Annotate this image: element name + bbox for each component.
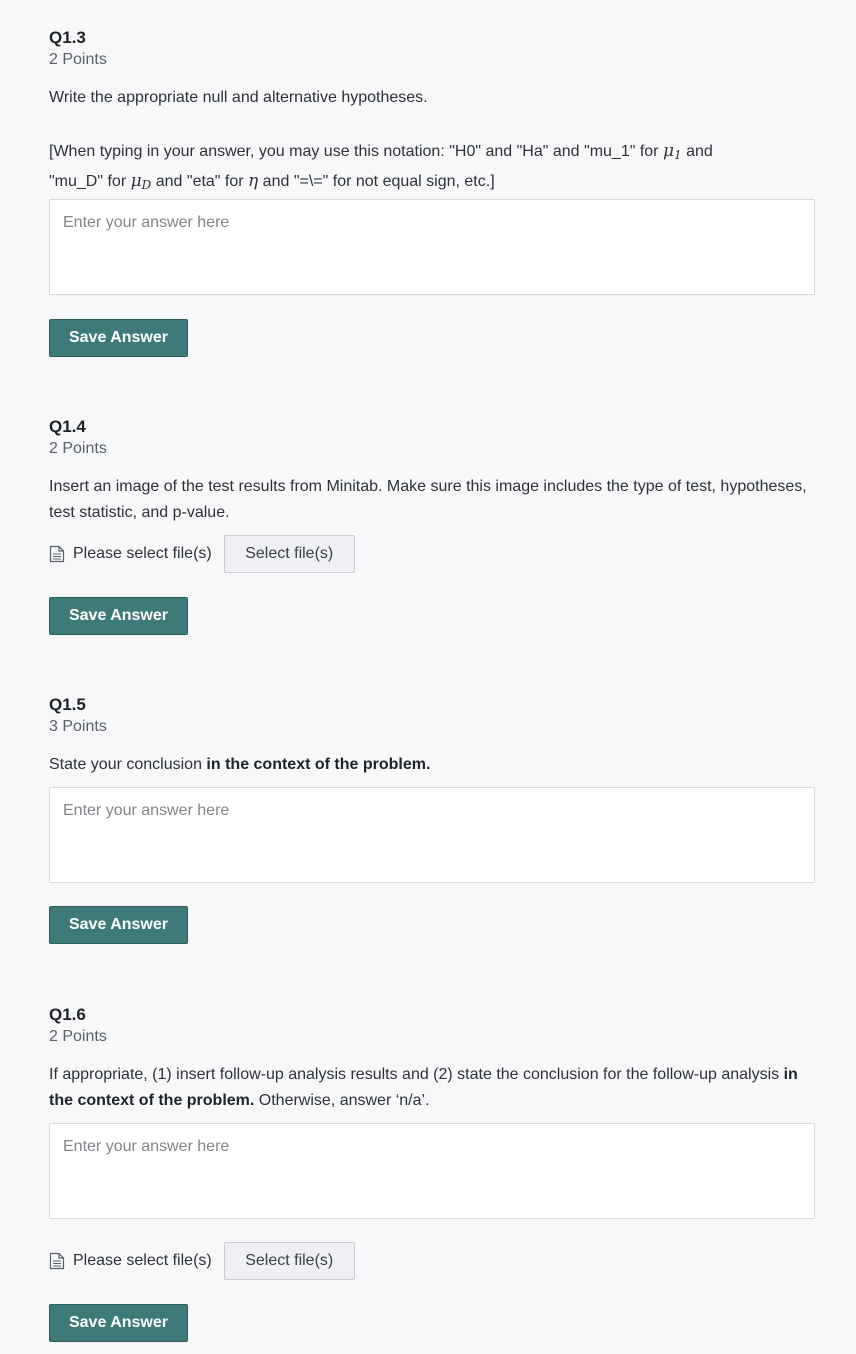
question-q1-3 <box>49 27 815 346</box>
file-upload-row <box>49 1242 355 1280</box>
question-title: Q1.3 <box>49 28 86 47</box>
question-points: 2 Points <box>49 1028 107 1045</box>
question-points: 2 Points <box>49 440 107 457</box>
save-answer-button[interactable]: Save Answer <box>49 319 188 357</box>
question-prompt: Insert an image of the test results from Minitab. Make sure this image includes the type of test, hypotheses, test statistic, and p-value. <box>49 478 807 521</box>
note-text: "mu_D" for <box>49 173 131 190</box>
save-answer-button[interactable]: Save Answer <box>49 597 188 635</box>
question-q1-4 <box>49 416 815 624</box>
mu-1-symbol: $\mu_1$ <box>662 141 682 162</box>
question-points: 3 Points <box>49 718 107 735</box>
select-files-button[interactable]: Select file(s) <box>224 1242 355 1280</box>
question-prompt <box>49 1062 815 1114</box>
eta-symbol: η <box>248 171 259 191</box>
question-q1-5 <box>49 694 815 933</box>
file-status-label: Please select file(s) <box>73 1252 212 1269</box>
notation-note <box>49 138 815 198</box>
question-q1-6 <box>49 1004 815 1331</box>
select-files-button[interactable]: Select file(s) <box>224 535 355 573</box>
prompt-text: State your conclusion <box>49 756 207 773</box>
save-answer-button[interactable]: Save Answer <box>49 1304 188 1342</box>
answer-input[interactable] <box>49 199 815 295</box>
file-status-label: Please select file(s) <box>73 545 212 562</box>
prompt-text: Otherwise, answer ‘n/a’. <box>254 1092 430 1109</box>
question-title: Q1.6 <box>49 1005 86 1024</box>
question-title: Q1.4 <box>49 417 86 436</box>
file-icon <box>49 1252 65 1270</box>
save-answer-button[interactable]: Save Answer <box>49 906 188 944</box>
question-title: Q1.5 <box>49 695 86 714</box>
note-text: [When typing in your answer, you may use this notation: "H0" and "Ha" and "mu_1" for <box>49 143 663 160</box>
note-text: and <box>681 143 713 160</box>
file-upload-row <box>49 535 355 573</box>
prompt-emphasis: in the context of the problem. <box>206 756 431 773</box>
mu-d-symbol: $\mu_D$ <box>130 171 152 192</box>
answer-input[interactable] <box>49 787 815 883</box>
prompt-emphasis: in the context of the problem. <box>49 1066 798 1109</box>
question-points: 2 Points <box>49 51 107 68</box>
question-prompt: Write the appropriate null and alternative hypotheses. <box>49 89 428 106</box>
note-text: and "=\=" for not equal sign, etc.] <box>258 173 495 190</box>
prompt-text: If appropriate, (1) insert follow-up analysis results and (2) state the conclusion for the follow-up analysis <box>49 1066 784 1083</box>
answer-input[interactable] <box>49 1123 815 1219</box>
note-text: and "eta" for <box>151 173 249 190</box>
file-icon <box>49 545 65 563</box>
question-prompt <box>49 752 430 778</box>
